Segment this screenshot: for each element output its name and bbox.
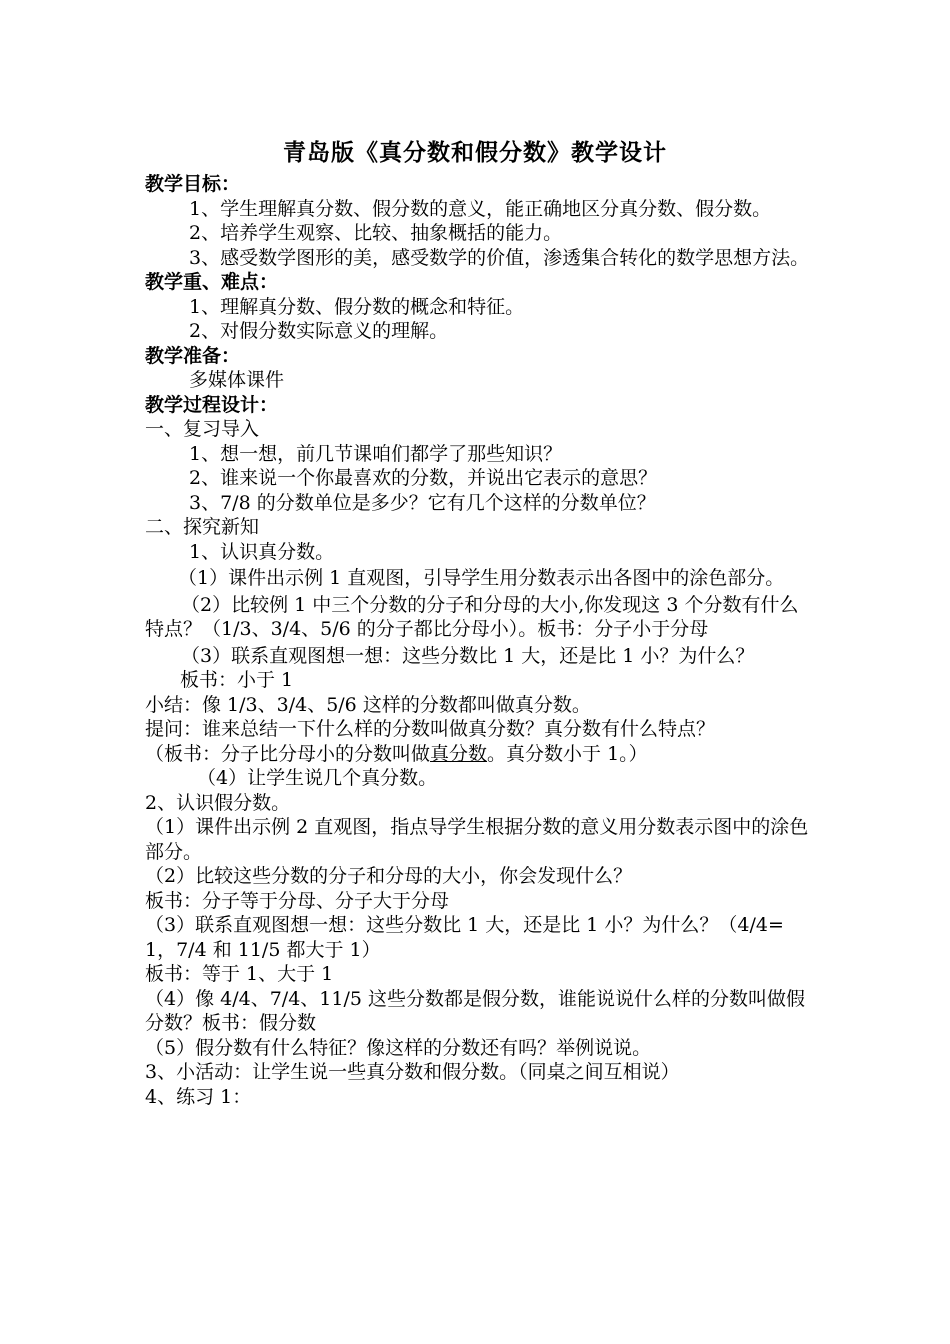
objective-3: 3、感受数学图形的美，感受数学的价值，渗透集合转化的数学思想方法。 xyxy=(189,246,810,269)
review-question-2: 2、谁来说一个你最喜欢的分数，并说出它表示的意思？ xyxy=(189,467,658,489)
part-1-heading: 一、复习导入 xyxy=(145,418,260,440)
step-2a: （1）课件出示例 2 直观图，指点导学生根据分数的意义用分数表示图中的涂色部分。 xyxy=(145,816,809,863)
preparation-heading: 教学准备： xyxy=(145,344,241,367)
review-question-3: 3、7/8 的分数单位是多少？它有几个这样的分数单位？ xyxy=(189,491,656,514)
step-2b: （2）比较这些分数的分子和分母的大小，你会发现什么？ xyxy=(145,865,633,887)
board-definition-post: 。真分数小于 1。） xyxy=(487,742,648,765)
step-1b: （2）比较例 1 中三个分数的分子和分母的大小,你发现这 3 个分数有什么特点？（1/3、3/4、5/6 的分子都比分母小）。板书：分子小于分母 xyxy=(145,593,799,640)
step-4: 4、练习 1： xyxy=(145,1085,252,1108)
step-2e: （5）假分数有什么特征？像这样的分数还有吗？举例说说。 xyxy=(145,1036,652,1059)
step-2b-board: 板书：分子等于分母、分子大于分母 xyxy=(145,889,450,912)
step-2-heading: 2、认识假分数。 xyxy=(145,791,291,814)
step-1-heading: 1、认识真分数。 xyxy=(189,540,335,563)
objective-2: 2、培养学生观察、比较、抽象概括的能力。 xyxy=(189,222,563,244)
board-definition-term: 真分数 xyxy=(430,742,488,765)
key-points-heading: 教学重、难点： xyxy=(145,271,279,293)
review-question-1: 1、想一想，前几节课咱们都学了那些知识？ xyxy=(189,442,563,465)
summary-line: 小结：像 1/3、3/4、5/6 这样的分数都叫做真分数。 xyxy=(145,693,591,716)
part-2-heading: 二、探究新知 xyxy=(145,516,260,538)
step-1a: （1）课件出示例 1 直观图，引导学生用分数表示出各图中的涂色部分。 xyxy=(178,567,785,589)
objectives-heading: 教学目标： xyxy=(145,173,241,195)
objective-1: 1、学生理解真分数、假分数的意义，能正确地区分真分数、假分数。 xyxy=(189,197,772,220)
document-body xyxy=(145,172,810,1109)
step-2c-board: 板书：等于 1、大于 1 xyxy=(145,963,334,985)
step-1c: （3）联系直观图想一想：这些分数比 1 大，还是比 1 小？为什么？ xyxy=(181,644,755,667)
key-point-1: 1、理解真分数、假分数的概念和特征。 xyxy=(189,295,525,318)
step-2c: （3）联系直观图想一想：这些分数比 1 大，还是比 1 小？为什么？（4/4=1，7/4 和 11/5 都大于 1） xyxy=(145,914,784,961)
step-1d: （4）让学生说几个真分数。 xyxy=(197,767,438,789)
document-title: 青岛版《真分数和假分数》教学设计 xyxy=(283,139,667,166)
preparation-item: 多媒体课件 xyxy=(189,369,285,391)
step-1c-board: 板书：小于 1 xyxy=(180,669,294,691)
key-point-2: 2、对假分数实际意义的理解。 xyxy=(189,320,449,342)
board-definition-pre: （板书：分子比分母小的分数叫做 xyxy=(145,742,431,765)
board-definition xyxy=(145,742,810,767)
step-3: 3、小活动：让学生说一些真分数和假分数。（同桌之间互相说） xyxy=(145,1061,680,1083)
question-line: 提问：谁来总结一下什么样的分数叫做真分数？真分数有什么特点？ xyxy=(145,718,716,740)
step-2d: （4）像 4/4、7/4、11/5 这些分数都是假分数，谁能说说什么样的分数叫做假分数？板书：假分数 xyxy=(145,987,805,1034)
process-heading: 教学过程设计： xyxy=(145,393,279,416)
